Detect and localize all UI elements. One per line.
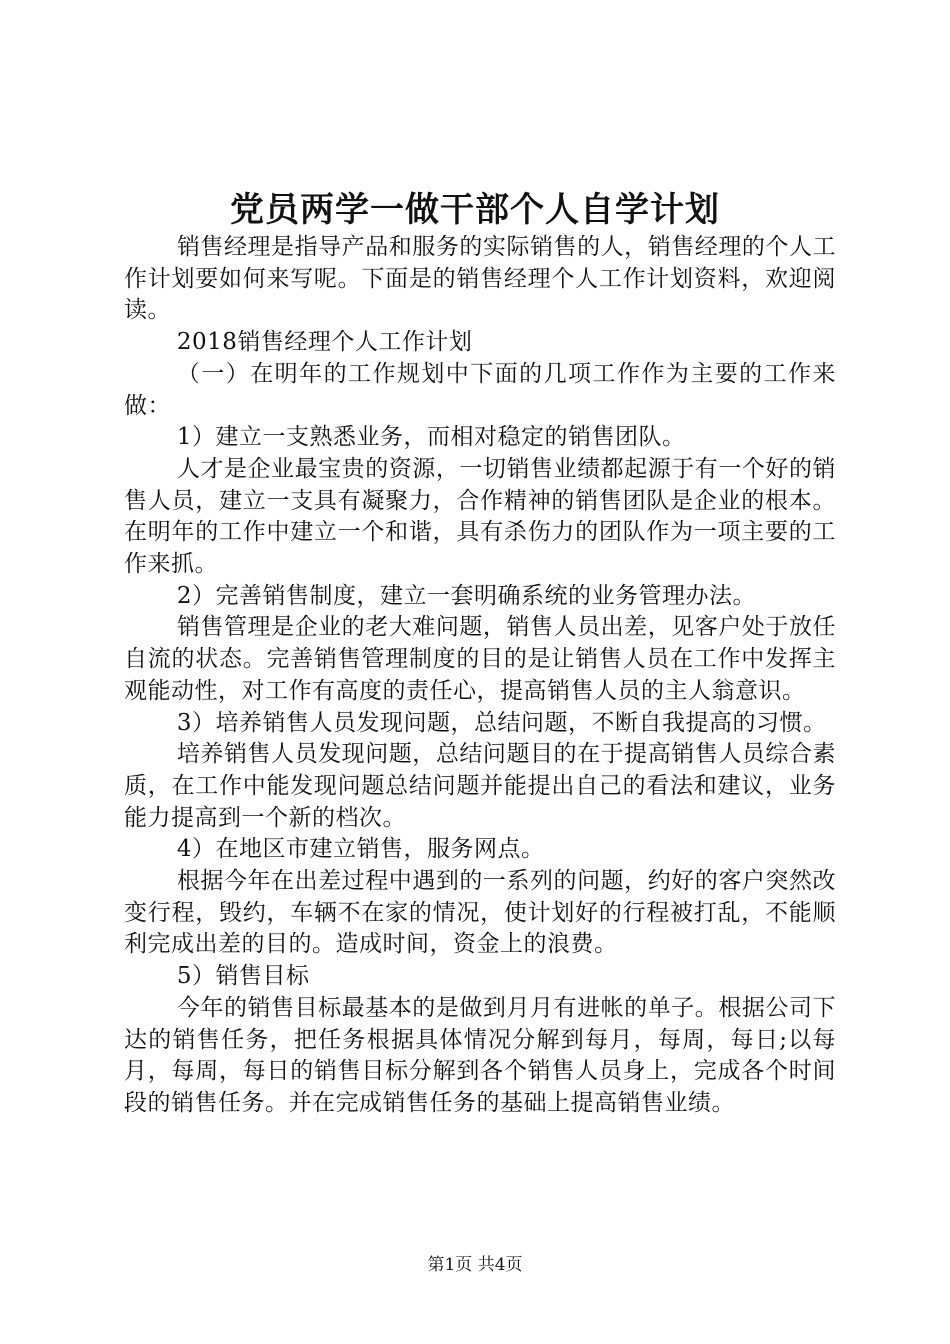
paragraph-item-1: 1）建立一支熟悉业务，而相对稳定的销售团队。 [176, 424, 686, 451]
page-footer: 第1页 共4页 [427, 1255, 523, 1275]
paragraph-plan-heading: 2018销售经理个人工作计划 [176, 329, 473, 356]
paragraph-item-5: 5）销售目标 [176, 963, 310, 990]
paragraph-item-3: 3）培养销售人员发现问题，总结问题，不断自我提高的习惯。 [176, 709, 827, 736]
paragraph-item-2-detail: 销售管理是企业的老大难问题，销售人员出差，见客户处于放任自流的状态。完善销售管理制度的目的是让销售人员在工作中发挥主观能动性，对工作有高度的责任心，提高销售人员的主人翁意识。 [124, 614, 836, 704]
paragraph-section-one: （一）在明年的工作规划中下面的几项工作作为主要的工作来做： [124, 360, 836, 419]
paragraph-item-4-detail: 根据今年在出差过程中遇到的一系列的问题，约好的客户突然改变行程，毁约，车辆不在家的情况，使计划好的行程被打乱，不能顺利完成出差的目的。造成时间，资金上的浪费。 [124, 868, 836, 958]
paragraph-item-4: 4）在地区市建立销售，服务网点。 [176, 836, 545, 863]
paragraph-item-1-detail: 人才是企业最宝贵的资源，一切销售业绩都起源于有一个好的销售人员，建立一支具有凝聚力，合作精神的销售团队是企业的根本。在明年的工作中建立一个和谐，具有杀伤力的团队作为一项主要的工作来抓。 [124, 455, 836, 578]
paragraph-item-5-detail: 今年的销售目标最基本的是做到月月有进帐的单子。根据公司下达的销售任务，把任务根据具体情况分解到每月，每周，每日;以每月，每周，每日的销售目标分解到各个销售人员身上，完成各个时间段的销售任务。并在完成销售任务的基础上提高销售业绩。 [124, 994, 836, 1116]
document-body [124, 232, 836, 1120]
paragraph-item-2: 2）完善销售制度，建立一套明确系统的业务管理办法。 [176, 582, 757, 609]
paragraph-item-3-detail: 培养销售人员发现问题，总结问题目的在于提高销售人员综合素质，在工作中能发现问题总结问题并能提出自己的看法和建议，业务能力提高到一个新的档次。 [124, 741, 836, 831]
document-title: 党员两学一做干部个人自学计划 [230, 190, 720, 230]
paragraph-intro: 销售经理是指导产品和服务的实际销售的人，销售经理的个人工作计划要如何来写呢。下面是的销售经理个人工作计划资料，欢迎阅读。 [124, 234, 836, 324]
